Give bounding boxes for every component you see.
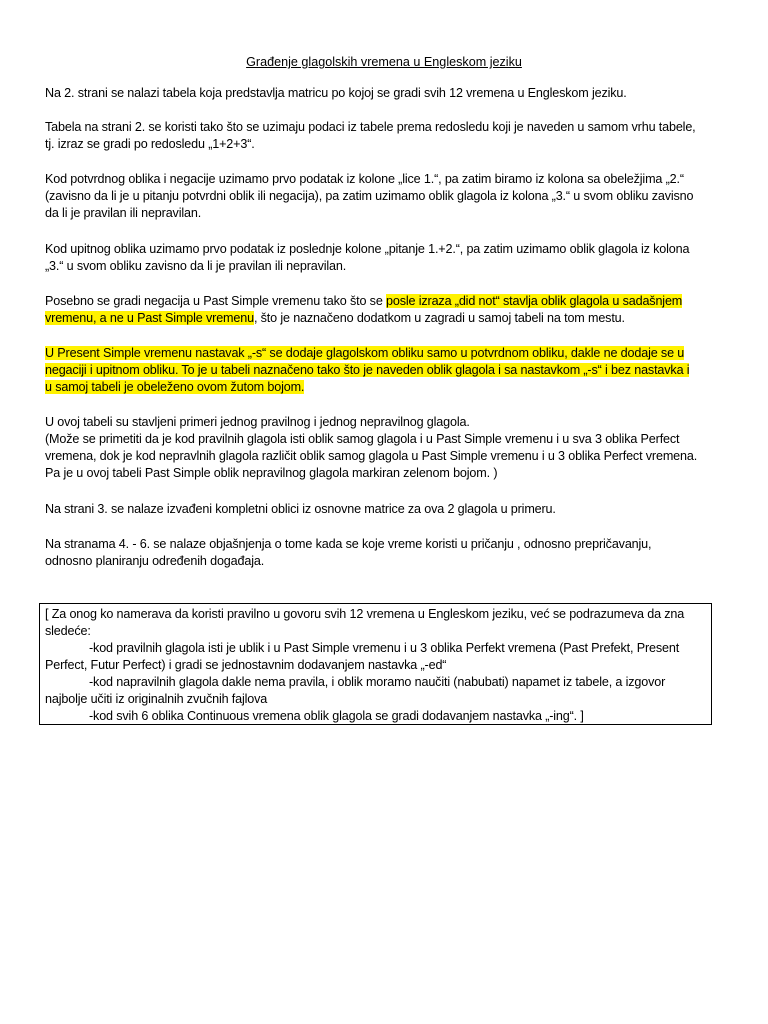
- paragraph-line: vremena, dok je kod nepravlnih glagola različit oblik samog glagola u Past Simple vremenu i u 3 oblika Perfect vremena.: [45, 449, 698, 463]
- paragraph-line: odnosno planiranju određenih događaja.: [45, 554, 265, 568]
- paragraph-line: [45, 379, 725, 396]
- plain-text: Posebno se gradi negacija u Past Simple vremenu tako što se: [45, 294, 387, 308]
- document-title: Građenje glagolskih vremena u Engleskom jeziku: [246, 55, 522, 69]
- paragraph-line: (Može se primetiti da je kod pravilnih glagola isti oblik samog glagola i u Past Simple vremenu i u sva 3 oblika Perfect: [45, 432, 680, 446]
- highlighted-text: U Present Simple vremenu nastavak „-s“ se dodaje glagolskom obliku samo u potvrdnom obliku, dakle ne dodaje se u: [45, 346, 685, 360]
- highlighted-text: posle izraza „did not“ stavlja oblik glagola u sadašnjem: [386, 294, 683, 308]
- notice-box: [39, 603, 712, 725]
- highlighted-text: u samoj tabeli je obeleženo ovom žutom bojom.: [45, 380, 305, 394]
- box-line: Perfect, Futur Perfect) i gradi se jednostavnim dodavanjem nastavka „-ed“: [45, 658, 447, 672]
- box-line: -kod pravilnih glagola isti je ublik i u Past Simple vremenu i u 3 oblika Perfekt vremena (Past Prefekt, Present: [89, 641, 680, 655]
- paragraph-line: [45, 362, 725, 379]
- paragraph-line: Kod potvrdnog oblika i negacije uzimamo prvo podatak iz kolone „lice 1.“, pa zatim biramo iz kolona sa obeležjima „2.“: [45, 172, 684, 186]
- highlighted-text: negaciji i upitnom obliku. To je u tabeli naznačeno tako što je naveden oblik glagola i sa nastavkom „-s“ i bez nastavka i: [45, 363, 690, 377]
- paragraph-question-form: [45, 241, 725, 275]
- paragraph-line: da li je pravilan ili nepravilan.: [45, 206, 202, 220]
- box-line: najbolje učiti iz originalnih zvučnih fajlova: [45, 692, 268, 706]
- paragraph-line: Kod upitnog oblika uzimamo prvo podatak iz poslednje kolone „pitanje 1.+2.“, pa zatim uzimamo oblik glagola iz kolona: [45, 242, 690, 256]
- paragraph-line: U ovoj tabeli su stavljeni primeri jednog pravilnog i jednog nepravilnog glagola.: [45, 415, 470, 429]
- paragraph-line: [45, 345, 725, 362]
- box-line: sledeće:: [45, 624, 91, 638]
- paragraph-affirmative-negation: [45, 171, 725, 222]
- paragraph-pages-four-six: [45, 536, 725, 570]
- paragraph-line: (zavisno da li je u pitanju potvrdni oblik ili negacija), pa zatim uzimamo oblik glagola iz kolona „3.“ u svom obliku zavisno: [45, 189, 694, 203]
- paragraph-line: „3.“ u svom obliku zavisno da li je pravilan ili nepravilan.: [45, 259, 347, 273]
- plain-text: , što je naznačeno dodatkom u zagradi u samoj tabeli na tom mestu.: [253, 311, 625, 325]
- paragraph-page-three: Na strani 3. se nalaze izvađeni kompletni oblici iz osnovne matrice za ova 2 glagola u primeru.: [45, 502, 556, 516]
- paragraph-line: [45, 310, 725, 327]
- box-line: -kod napravilnih glagola dakle nema pravila, i oblik moramo naučiti (nabubati) napamet iz tabele, a izgovor: [89, 675, 666, 689]
- box-line: [ Za onog ko namerava da koristi pravilno u govoru svih 12 vremena u Engleskom jeziku, već se podrazumeva da zna: [45, 607, 685, 621]
- paragraph-line: Pa je u ovoj tabeli Past Simple oblik nepravilnog glagola markiran zelenom bojom. ): [45, 466, 498, 480]
- paragraph-present-simple-highlight: [45, 345, 725, 396]
- paragraph-line: Tabela na strani 2. se koristi tako što se uzimaju podaci iz tabele prema redosledu koji je naveden u samom vrhu tabele,: [45, 120, 696, 134]
- paragraph-intro: Na 2. strani se nalazi tabela koja predstavlja matricu po kojoj se gradi svih 12 vremena u Engleskom jeziku.: [45, 86, 627, 100]
- box-line: -kod svih 6 oblika Continuous vremena oblik glagola se gradi dodavanjem nastavka „-ing“. ]: [89, 709, 584, 723]
- paragraph-examples: [45, 414, 725, 482]
- paragraph-line: Na stranama 4. - 6. se nalaze objašnjenja o tome kada se koje vreme koristi u pričanju , odnosno prepričavanju,: [45, 537, 652, 551]
- highlighted-text: vremenu, a ne u Past Simple vremenu: [45, 311, 254, 325]
- paragraph-line: [45, 293, 725, 310]
- paragraph-past-simple-negation: [45, 293, 725, 327]
- paragraph-table-usage: [45, 119, 725, 153]
- paragraph-line: tj. izraz se gradi po redosledu „1+2+3“.: [45, 137, 255, 151]
